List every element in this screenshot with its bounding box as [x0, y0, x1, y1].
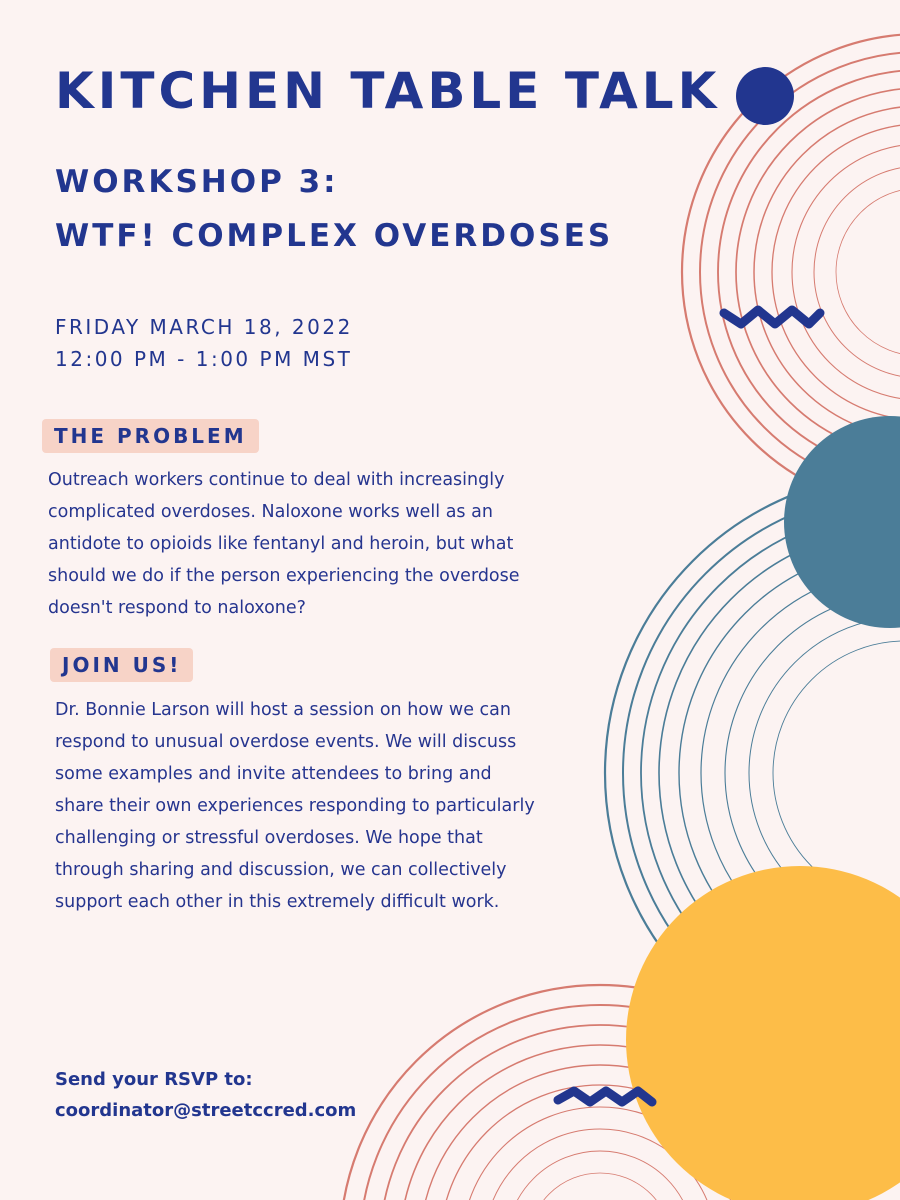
- problem-line: should we do if the person experiencing the overdose: [48, 566, 520, 586]
- zigzag-top: [724, 310, 820, 324]
- problem-paragraph: [48, 464, 588, 624]
- join-line: some examples and invite attendees to bring and: [55, 764, 492, 784]
- problem-heading: THE PROBLEM: [42, 419, 259, 453]
- event-time: 12:00 PM - 1:00 PM MST: [55, 347, 353, 371]
- rsvp-label: Send your RSVP to:: [55, 1069, 253, 1090]
- join-line: Dr. Bonnie Larson will host a session on how we can: [55, 700, 511, 720]
- rsvp-email[interactable]: coordinator@streetccred.com: [55, 1100, 357, 1121]
- join-line: through sharing and discussion, we can collectively: [55, 860, 507, 880]
- join-line: share their own experiences responding to particularly: [55, 796, 535, 816]
- problem-line: complicated overdoses. Naloxone works well as an: [48, 502, 493, 522]
- problem-line: antidote to opioids like fentanyl and heroin, but what: [48, 534, 514, 554]
- problem-line: Outreach workers continue to deal with increasingly: [48, 470, 505, 490]
- teal-circle: [784, 416, 900, 628]
- join-paragraph: [55, 694, 595, 918]
- rsvp-block: [55, 1064, 356, 1126]
- join-line: respond to unusual overdose events. We will discuss: [55, 732, 517, 752]
- problem-line: doesn't respond to naloxone?: [48, 598, 306, 618]
- event-date: FRIDAY MARCH 18, 2022: [55, 315, 353, 339]
- workshop-topic: WTF! COMPLEX OVERDOSES: [55, 218, 614, 254]
- workshop-number: WORKSHOP 3:: [55, 164, 339, 200]
- navy-dot: [736, 67, 794, 125]
- join-line: support each other in this extremely difficult work.: [55, 892, 500, 912]
- gold-circle: [626, 866, 900, 1200]
- page-title: KITCHEN TABLE TALK: [55, 62, 721, 120]
- join-heading: JOIN US!: [50, 648, 193, 682]
- join-line: challenging or stressful overdoses. We hope that: [55, 828, 483, 848]
